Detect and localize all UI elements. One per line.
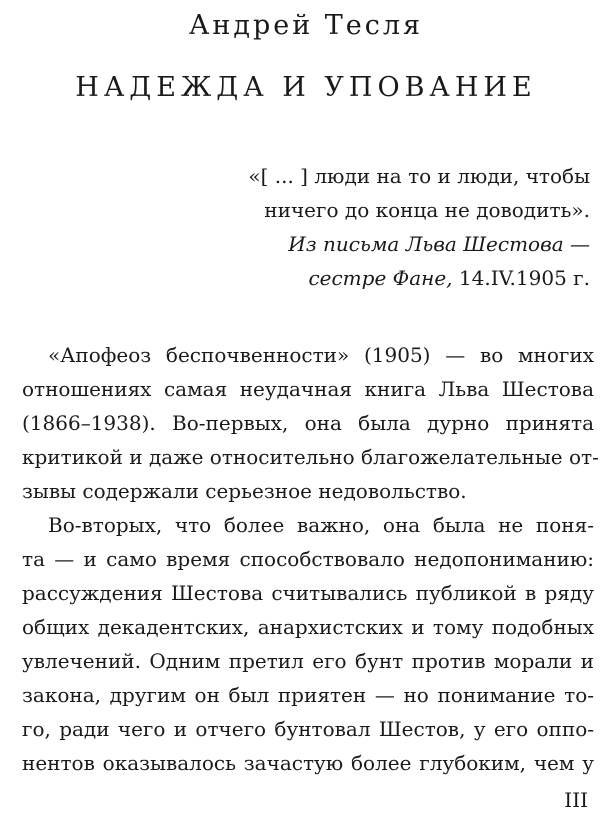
paragraph-2-line: та — и само время способствовало недопониманию:	[22, 547, 594, 571]
paragraph-1-line: критикой и даже относительно благожелательные от-	[22, 445, 599, 469]
paragraph-2-line: нентов оказывалось зачастую более глубоким, чем у	[22, 751, 594, 775]
epigraph	[150, 159, 590, 295]
paragraph-1-line: отношениях самая неудачная книга Льва Шестова	[22, 377, 594, 401]
paragraph-1-line: «Апофеоз беспочвенности» (1905) — во многих	[48, 343, 594, 367]
chapter-title: НАДЕЖДА И УПОВАНИЕ	[75, 72, 537, 103]
epigraph-source-recipient: сестре Фане,	[308, 266, 453, 290]
epigraph-source-line	[150, 261, 590, 295]
paragraph-1-line: зывы содержали серьезное недовольство.	[22, 479, 467, 503]
paragraph-2-line: го, ради чего и отчего бунтовал Шестов, у его оппо-	[22, 717, 594, 741]
paragraph-2-line: закона, другим он был приятен — но понимание то-	[22, 683, 594, 707]
epigraph-source-date: 14.IV.1905 г.	[452, 266, 590, 290]
epigraph-source-line: Из письма Льва Шестова —	[288, 232, 590, 256]
author-name: Андрей Тесля	[188, 10, 424, 41]
paragraph-2-line: рассуждения Шестова считывались публикой в ряду	[22, 581, 594, 605]
paragraph-2-line: Во-вторых, что более важно, она была не поня-	[48, 513, 594, 537]
paragraph-1-line: (1866–1938). Во-первых, она была дурно принята	[22, 411, 594, 435]
main-text	[22, 338, 599, 780]
epigraph-quote-line: ничего до конца не доводить».	[264, 198, 590, 222]
epigraph-quote-line: «[ ... ] люди на то и люди, чтобы	[248, 164, 590, 188]
page-number: III	[564, 788, 588, 812]
paragraph-2-line: увлечений. Одним претил его бунт против морали и	[22, 649, 594, 673]
paragraph-2-line: общих декадентских, анархистских и тому подобных	[22, 615, 594, 639]
